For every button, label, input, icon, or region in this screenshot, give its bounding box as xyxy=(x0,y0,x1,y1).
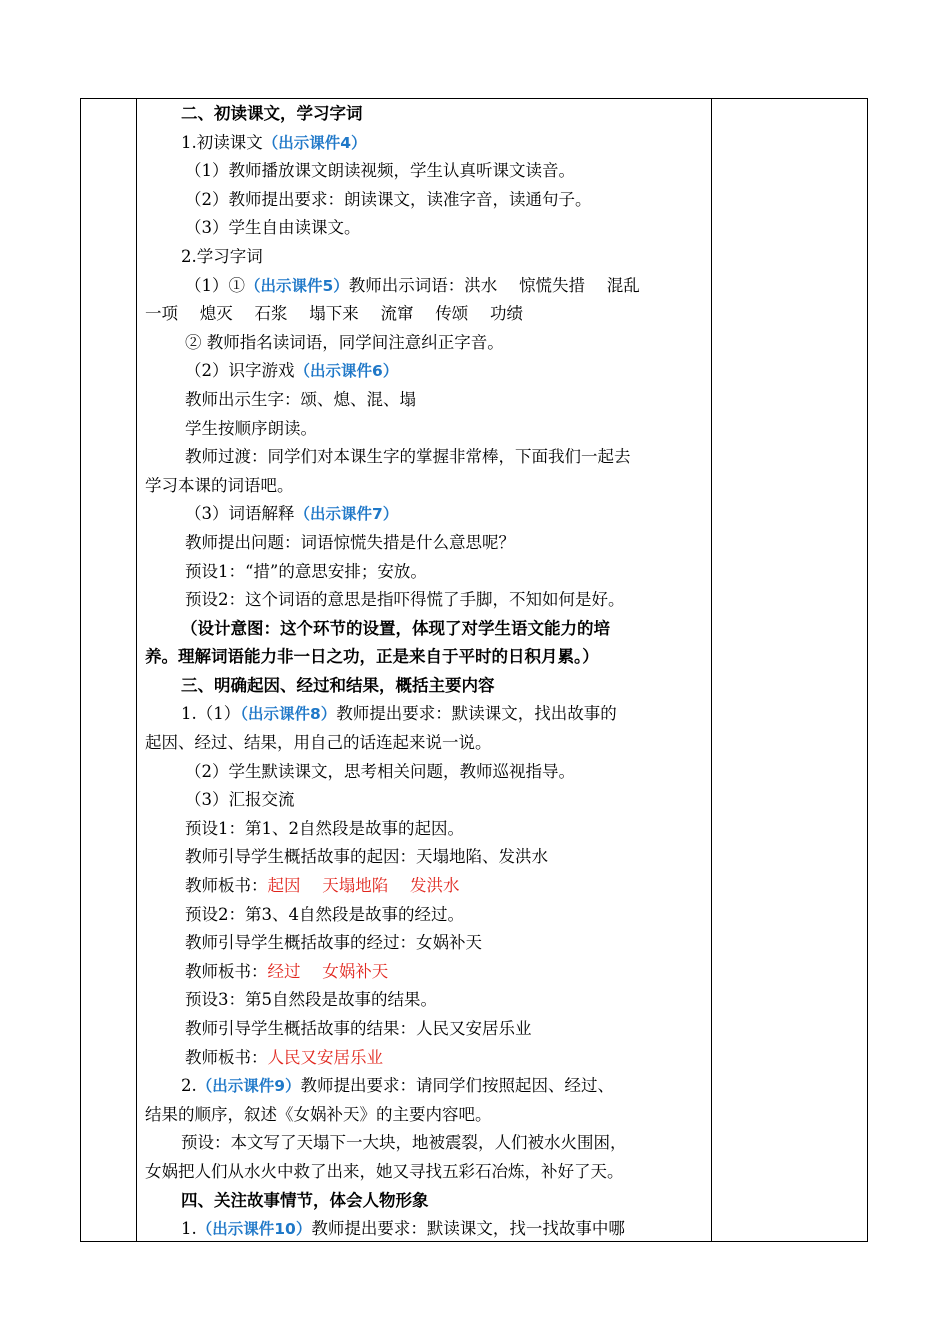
board-text: 起因 天塌地陷 发洪水 xyxy=(267,876,460,896)
paragraph: 预设1：“措”的意思安排；安放。 xyxy=(185,561,427,581)
courseware-ref: （出示课件5） xyxy=(245,276,349,295)
paragraph xyxy=(145,1072,710,1101)
section-heading: 四、关注故事情节，体会人物形象 xyxy=(181,1190,429,1210)
paragraph-text: 教师提出要求：请同学们按照起因、经过、 xyxy=(300,1076,615,1096)
paragraph: 结果的顺序，叙述《女娲补天》的主要内容吧。 xyxy=(145,1104,492,1124)
paragraph xyxy=(145,500,710,529)
courseware-ref: （出示课件4） xyxy=(262,133,367,152)
paragraph: （2）学生默读课文，思考相关问题，教师巡视指导。 xyxy=(185,761,575,781)
courseware-ref: （出示课件8） xyxy=(240,705,337,724)
paragraph: 预设：本文写了天塌下一大块，地被震裂，人们被水火围困， xyxy=(181,1133,627,1153)
paragraph: 教师过渡：同学们对本课生字的掌握非常棒，下面我们一起去 xyxy=(185,447,631,467)
section-heading: 二、初读课文，学习字词 xyxy=(181,104,363,123)
paragraph: 学习本课的词语吧。 xyxy=(145,475,294,495)
board-label: 教师板书： xyxy=(185,1047,268,1067)
step-label: （2）识字游戏 xyxy=(185,361,295,381)
courseware-ref: （出示课件9） xyxy=(196,1077,301,1096)
paragraph-text: 教师提出要求：默读课文，找一找故事中哪 xyxy=(311,1219,625,1239)
paragraph xyxy=(145,357,710,386)
courseware-ref: （出示课件10） xyxy=(196,1220,312,1239)
design-intent: 养。理解词语能力非一日之功，正是来自于平时的日积月累。） xyxy=(145,647,599,667)
step-label: 1.初读课文 xyxy=(181,132,263,152)
paragraph xyxy=(145,129,710,158)
board-text: 经过 女娲补天 xyxy=(267,961,389,981)
paragraph: 教师提出问题：词语惊慌失措是什么意思呢？ xyxy=(185,532,515,552)
board-writing xyxy=(145,1044,710,1073)
step-label: （1）① xyxy=(185,275,245,295)
table-divider-1 xyxy=(136,99,137,1241)
courseware-ref: （出示课件7） xyxy=(294,505,399,524)
paragraph: 一项 熄灭 石浆 塌下来 流窜 传颂 功绩 xyxy=(145,304,523,324)
paragraph: 起因、经过、结果，用自己的话连起来说一说。 xyxy=(145,733,492,753)
paragraph xyxy=(145,272,710,301)
paragraph: （2）教师提出要求：朗读课文，读准字音，读通句子。 xyxy=(185,189,592,209)
paragraph: （3）学生自由读课文。 xyxy=(185,218,361,238)
design-intent xyxy=(145,615,710,644)
design-text: 这个环节的设置，体现了对学生语文能力的培 xyxy=(280,618,610,638)
paragraph: 教师引导学生概括故事的结果：人民又安居乐业 xyxy=(185,1019,532,1038)
paragraph-text: 教师提出要求：默读课文，找出故事的 xyxy=(336,704,617,724)
lesson-content xyxy=(145,100,710,1244)
paragraph: 预设2：第3、4自然段是故事的经过。 xyxy=(185,904,464,924)
board-writing xyxy=(145,958,710,987)
paragraph: 教师引导学生概括故事的经过：女娲补天 xyxy=(185,933,482,953)
step-label: 1. xyxy=(181,1219,197,1239)
paragraph: 教师引导学生概括故事的起因：天塌地陷、发洪水 xyxy=(185,847,548,867)
paragraph: ② 教师指名读词语，同学间注意纠正字音。 xyxy=(185,332,504,352)
design-label: （设计意图： xyxy=(181,618,280,638)
paragraph xyxy=(145,700,710,729)
step-label: 2. xyxy=(181,1076,197,1096)
paragraph: 学生按顺序朗读。 xyxy=(185,418,317,438)
courseware-ref: （出示课件6） xyxy=(294,362,399,381)
paragraph: 女娲把人们从水火中救了出来，她又寻找五彩石冶炼，补好了天。 xyxy=(145,1161,624,1181)
paragraph: （1）教师播放课文朗读视频，学生认真听课文读音。 xyxy=(185,161,575,181)
paragraph: 教师出示生字：颂、熄、混、塌 xyxy=(185,389,416,409)
paragraph: 预设2：这个词语的意思是指吓得慌了手脚，不知如何是好。 xyxy=(185,590,625,610)
board-label: 教师板书： xyxy=(185,876,268,896)
board-writing xyxy=(145,872,710,901)
board-text: 人民又安居乐业 xyxy=(267,1047,383,1067)
step-label: （3）词语解释 xyxy=(185,504,295,524)
step-label: 1.（1） xyxy=(181,704,241,724)
paragraph: 2.学习字词 xyxy=(181,246,263,266)
paragraph xyxy=(145,1215,710,1244)
paragraph-text: 教师出示词语：洪水 惊慌失措 混乱 xyxy=(348,275,640,295)
board-label: 教师板书： xyxy=(185,961,268,981)
section-heading: 三、明确起因、经过和结果，概括主要内容 xyxy=(181,675,495,695)
paragraph: 预设1：第1、2自然段是故事的起因。 xyxy=(185,818,464,838)
paragraph: （3）汇报交流 xyxy=(185,790,295,810)
paragraph: 预设3：第5自然段是故事的结果。 xyxy=(185,990,437,1010)
table-divider-2 xyxy=(711,99,712,1241)
